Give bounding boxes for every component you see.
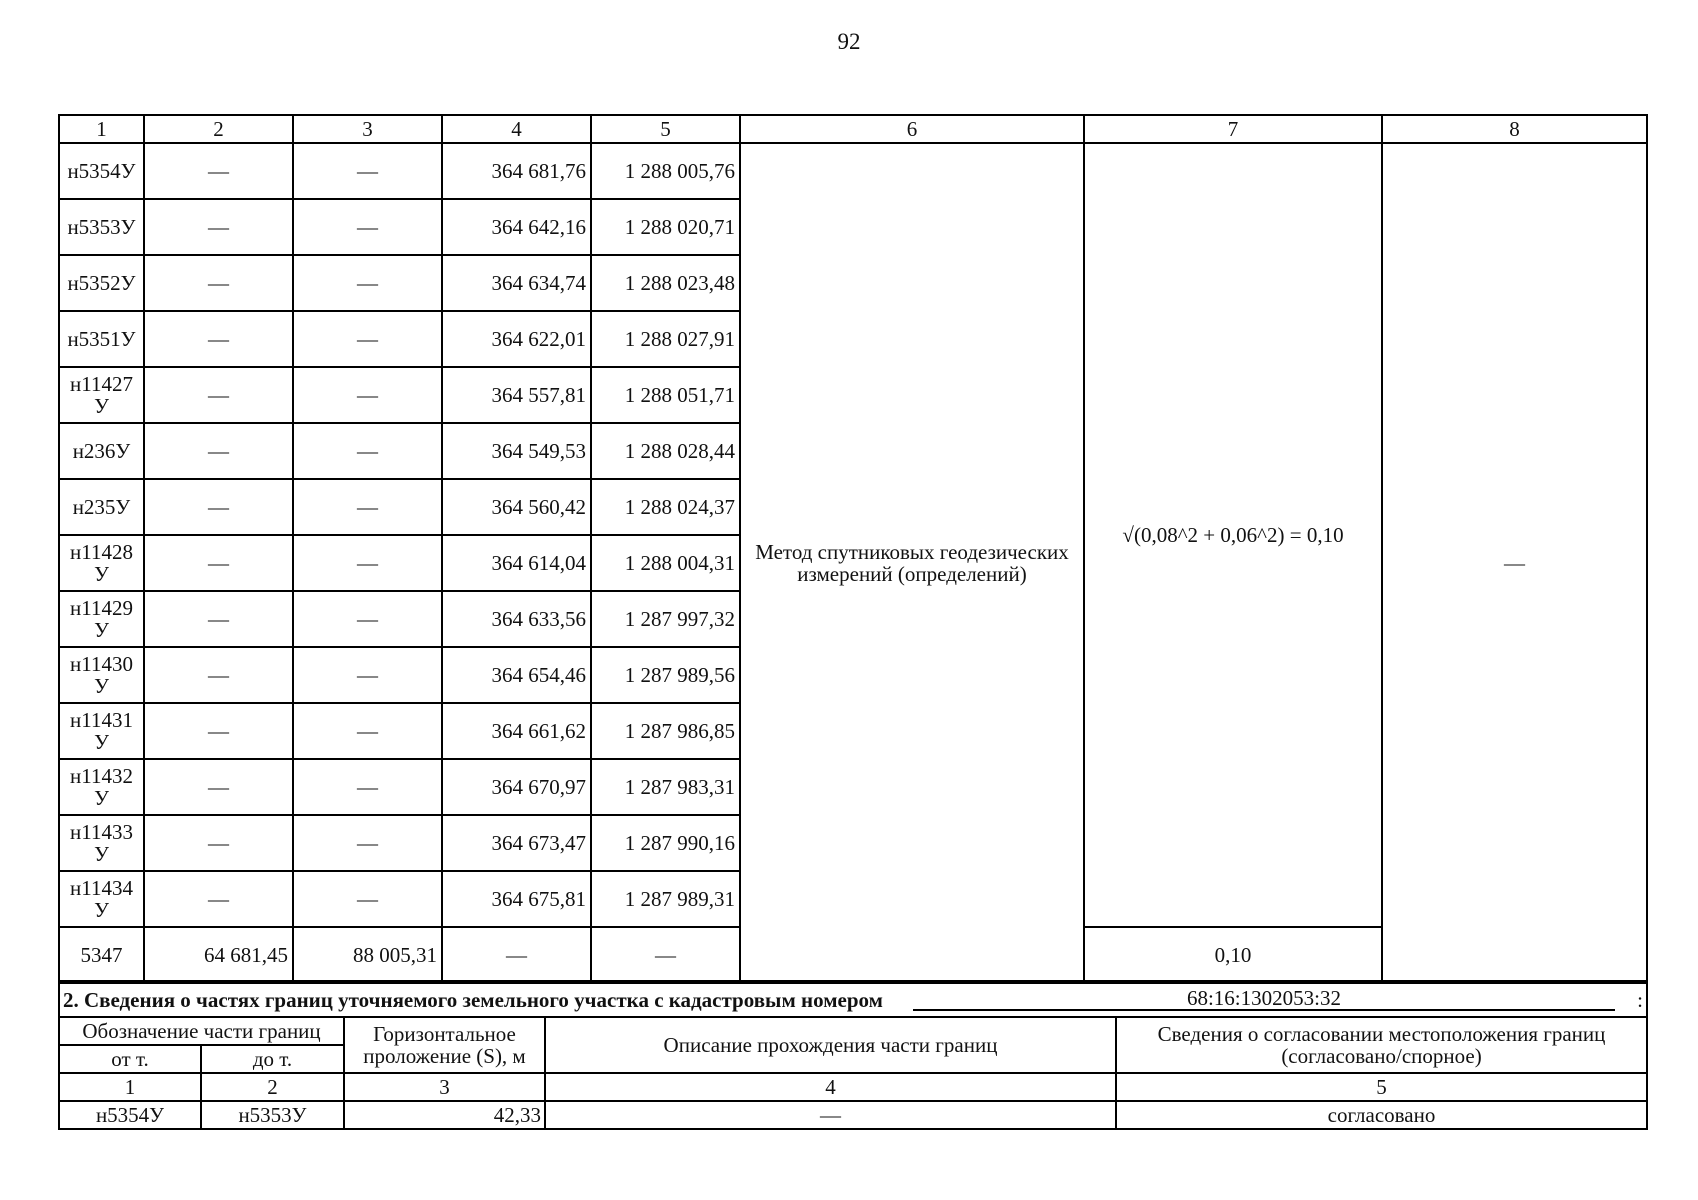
- col-number: 5: [591, 115, 740, 143]
- old-x: —: [144, 535, 293, 591]
- point-id: н11430 У: [59, 647, 144, 703]
- old-y: —: [293, 199, 442, 255]
- new-x: 364 681,76: [442, 143, 591, 199]
- new-x: 364 673,47: [442, 815, 591, 871]
- section-title-cell: [59, 981, 1647, 1017]
- part-from: н5354У: [59, 1101, 201, 1129]
- new-x: 364 661,62: [442, 703, 591, 759]
- new-x: 364 654,46: [442, 647, 591, 703]
- header-from: от т.: [59, 1045, 201, 1073]
- new-y: 1 288 024,37: [591, 479, 740, 535]
- new-x: 364 675,81: [442, 871, 591, 927]
- old-y: —: [293, 311, 442, 367]
- old-x: —: [144, 367, 293, 423]
- new-y: 1 288 023,48: [591, 255, 740, 311]
- old-y: —: [293, 759, 442, 815]
- new-x: —: [442, 927, 591, 983]
- col-number: 5: [1116, 1073, 1647, 1101]
- col-number: 7: [1084, 115, 1382, 143]
- old-y: —: [293, 535, 442, 591]
- new-y: 1 287 989,31: [591, 871, 740, 927]
- new-y: 1 288 020,71: [591, 199, 740, 255]
- new-y: 1 288 004,31: [591, 535, 740, 591]
- point-id: н11428 У: [59, 535, 144, 591]
- precision-value: 0,10: [1084, 927, 1382, 983]
- col-number: 1: [59, 1073, 201, 1101]
- col-number: 4: [545, 1073, 1116, 1101]
- new-x: 364 557,81: [442, 367, 591, 423]
- new-x: 364 622,01: [442, 311, 591, 367]
- header-description: Описание прохождения части границ: [545, 1017, 1116, 1073]
- new-y: 1 288 051,71: [591, 367, 740, 423]
- method-cell: Метод спутниковых геодезических измерений (определений): [740, 143, 1084, 983]
- point-id: н11432 У: [59, 759, 144, 815]
- col-number: 4: [442, 115, 591, 143]
- old-y: —: [293, 871, 442, 927]
- old-x: —: [144, 703, 293, 759]
- header-row: [59, 115, 1647, 143]
- coordinates-table: [58, 114, 1648, 984]
- point-id: н11431 У: [59, 703, 144, 759]
- new-y: 1 287 989,56: [591, 647, 740, 703]
- point-id: н11427 У: [59, 367, 144, 423]
- cadastral-number: 68:16:1302053:32: [913, 987, 1615, 1011]
- table-row: [59, 143, 1647, 199]
- new-y: 1 288 005,76: [591, 143, 740, 199]
- section-title: 2. Сведения о частях границ уточняемого земельного участка с кадастровым номером: [63, 988, 883, 1012]
- point-id: н5352У: [59, 255, 144, 311]
- new-x: 364 560,42: [442, 479, 591, 535]
- new-x: 364 549,53: [442, 423, 591, 479]
- old-x: 64 681,45: [144, 927, 293, 983]
- new-x: 364 670,97: [442, 759, 591, 815]
- new-x: 364 614,04: [442, 535, 591, 591]
- old-x: —: [144, 143, 293, 199]
- col-number: 2: [201, 1073, 344, 1101]
- new-y: 1 288 027,91: [591, 311, 740, 367]
- new-y: 1 287 997,32: [591, 591, 740, 647]
- title-colon: :: [1637, 988, 1644, 1012]
- col-number: 6: [740, 115, 1084, 143]
- old-x: —: [144, 255, 293, 311]
- point-id: н5351У: [59, 311, 144, 367]
- header-to: до т.: [201, 1045, 344, 1073]
- boundary-parts-table: [58, 980, 1648, 1130]
- new-y: 1 288 028,44: [591, 423, 740, 479]
- point-id: н5354У: [59, 143, 144, 199]
- point-id: н5353У: [59, 199, 144, 255]
- point-id: н11434 У: [59, 871, 144, 927]
- col-number: 8: [1382, 115, 1647, 143]
- old-x: —: [144, 479, 293, 535]
- part-length: 42,33: [344, 1101, 545, 1129]
- point-id: н235У: [59, 479, 144, 535]
- new-y: 1 287 983,31: [591, 759, 740, 815]
- new-x: 364 634,74: [442, 255, 591, 311]
- old-y: —: [293, 255, 442, 311]
- old-y: —: [293, 367, 442, 423]
- col8-value: —: [1382, 143, 1647, 983]
- old-y: —: [293, 423, 442, 479]
- new-x: 364 642,16: [442, 199, 591, 255]
- new-x: 364 633,56: [442, 591, 591, 647]
- header-agreement: Сведения о согласовании местоположения границ (согласовано/спорное): [1116, 1017, 1647, 1073]
- header-horizontal: Горизонтальное проложение (S), м: [344, 1017, 545, 1073]
- part-agreement: согласовано: [1116, 1101, 1647, 1129]
- old-x: —: [144, 647, 293, 703]
- precision-formula: √(0,08^2 + 0,06^2) = 0,10: [1084, 143, 1382, 927]
- header-designation: Обозначение части границ: [59, 1017, 344, 1045]
- old-x: —: [144, 871, 293, 927]
- old-x: —: [144, 311, 293, 367]
- old-y: —: [293, 143, 442, 199]
- old-y: —: [293, 815, 442, 871]
- part-description: —: [545, 1101, 1116, 1129]
- old-x: —: [144, 199, 293, 255]
- old-x: —: [144, 815, 293, 871]
- part-to: н5353У: [201, 1101, 344, 1129]
- point-id: н11429 У: [59, 591, 144, 647]
- point-id: 5347: [59, 927, 144, 983]
- col-number: 1: [59, 115, 144, 143]
- new-y: 1 287 986,85: [591, 703, 740, 759]
- old-y: —: [293, 647, 442, 703]
- old-y: 88 005,31: [293, 927, 442, 983]
- point-id: н11433 У: [59, 815, 144, 871]
- old-x: —: [144, 423, 293, 479]
- col-number: 3: [344, 1073, 545, 1101]
- old-y: —: [293, 479, 442, 535]
- old-x: —: [144, 759, 293, 815]
- old-y: —: [293, 591, 442, 647]
- page-number: 92: [837, 29, 861, 54]
- new-y: 1 287 990,16: [591, 815, 740, 871]
- old-y: —: [293, 703, 442, 759]
- table-row: [59, 1101, 1647, 1129]
- col-number: 3: [293, 115, 442, 143]
- col-number: 2: [144, 115, 293, 143]
- old-x: —: [144, 591, 293, 647]
- point-id: н236У: [59, 423, 144, 479]
- new-y: —: [591, 927, 740, 983]
